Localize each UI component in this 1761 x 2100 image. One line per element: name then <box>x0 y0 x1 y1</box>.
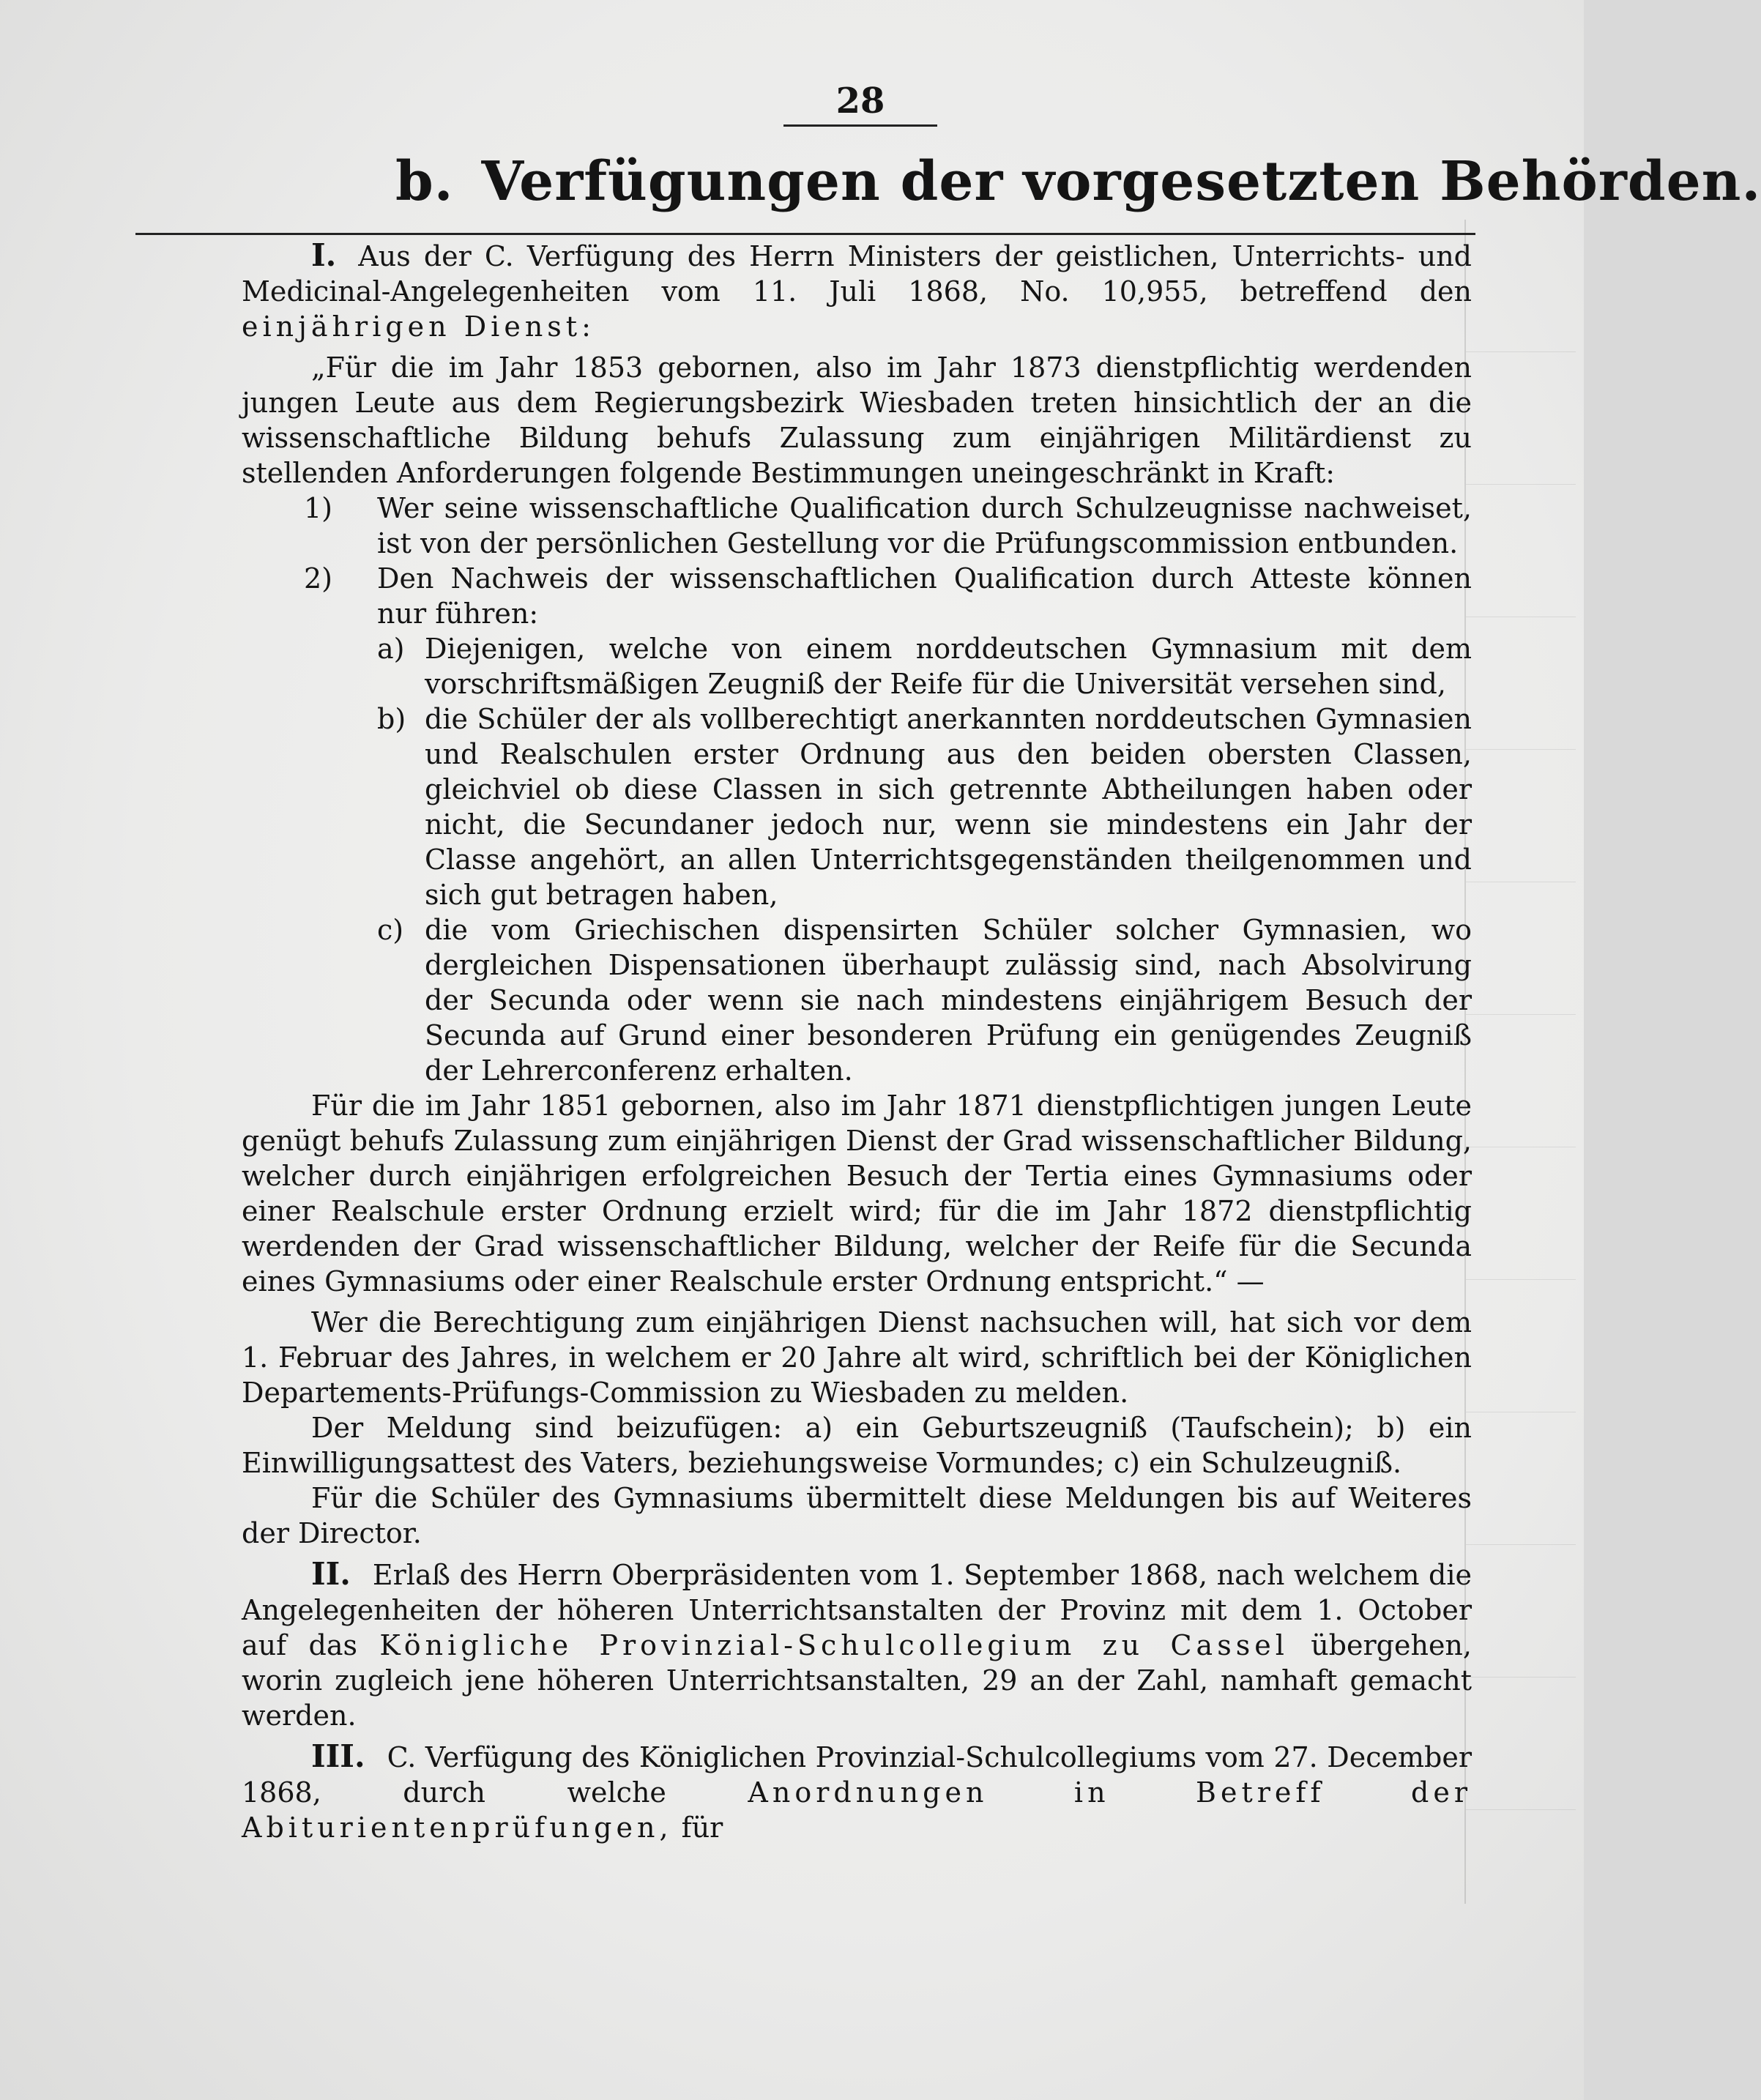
section-letter: b. <box>395 150 454 213</box>
sub-item-a <box>242 631 1472 701</box>
paragraph-berechtigung: Wer die Berechtigung zum einjährigen Dienst nachsuchen will, hat sich vor dem 1. Februar des Jahres, in welchem er 20 Jahre alt wird, schriftlich bei der Königlichen Departements-Prüfungs-Commission zu Wiesbaden zu melden. <box>242 1306 1472 1409</box>
page-number: 28 <box>835 81 885 122</box>
section-II-spaced: Königliche Provinzial-Schulcollegium zu Cassel <box>379 1629 1289 1661</box>
section-title-text: Verfügungen der vorgesetzten Behörden. <box>481 150 1761 213</box>
list-item-1-mark: 1) <box>304 492 333 524</box>
list-item-2 <box>242 561 1472 631</box>
list-item-1 <box>242 491 1472 561</box>
sub-item-c-mark: c) <box>377 914 404 946</box>
paragraph-meldung: Der Meldung sind beizufügen: a) ein Geburtszeugniß (Taufschein); b) ein Einwilligungsattest des Vaters, beziehungsweise Vormundes; c) ein Schulzeugniß. <box>242 1412 1472 1479</box>
section-III-spaced: Anordnungen in Betreff der Abiturientenprüfungen, <box>242 1776 1472 1844</box>
section-III-numeral: III. <box>311 1738 365 1774</box>
sub-item-b <box>242 701 1472 912</box>
section-III <box>242 1739 1472 1845</box>
section-I-numeral: I. <box>311 237 337 273</box>
document-body <box>242 238 1472 1845</box>
section-I-intro-text: Aus der C. Verfügung des Herrn Ministers der geistlichen, Unterrichts- und Medicinal-Angelegenheiten vom 11. Juli 1868, No. 10,955, betreffend den <box>242 240 1472 308</box>
section-II <box>242 1557 1472 1733</box>
section-II-text-b: übergehen, worin zugleich jene höheren Unterrichtsanstalten, 29 an der Zahl, namhaft gemacht werden. <box>242 1629 1472 1732</box>
header-rule <box>135 233 1475 235</box>
section-III-text-b: für <box>681 1812 723 1844</box>
section-III-text-a: C. Verfügung des Königlichen Provinzial-Schulcollegiums vom 27. December 1868, durch welche <box>242 1741 1472 1809</box>
bleed-through-table <box>1464 220 1576 1904</box>
paragraph-1851: Für die im Jahr 1851 gebornen, also im Jahr 1871 dienstpflichtigen jungen Leute genügt behufs Zulassung zum einjährigen Dienst der Grad wissenschaftlicher Bildung, welcher durch einjährigen erfolgreichen Besuch der Tertia eines Gymnasiums oder einer Realschule erster Ordnung erzielt wird; für die im Jahr 1872 dienstpflichtig werdenden der Grad wissenschaftlicher Bildung, welcher der Reife für die Secunda eines Gymnasiums oder einer Realschule erster Ordnung entspricht.“ — <box>242 1090 1472 1297</box>
section-I-intro-spaced: einjährigen Dienst: <box>242 310 595 343</box>
section-heading <box>395 150 1761 213</box>
sub-item-c-text: die vom Griechischen dispensirten Schüler solcher Gymnasien, wo dergleichen Dispensationen überhaupt zulässig sind, nach Absolvirung der Secunda oder wenn sie nach mindestens einjährigem Besuch der Secunda auf Grund einer besonderen Prüfung ein genügendes Zeugniß der Lehrerconferenz erhalten. <box>425 914 1472 1087</box>
section-I-intro <box>242 238 1472 344</box>
section-II-text-a: Erlaß des Herrn Oberpräsidenten vom 1. September 1868, nach welchem die Angelegenheiten der höheren Unterrichtsanstalten der Provinz mit dem 1. October auf das <box>242 1559 1472 1661</box>
list-item-1-text: Wer seine wissenschaftliche Qualification durch Schulzeugnisse nachweiset, ist von der persönlichen Gestellung vor die Prüfungscommission entbunden. <box>377 492 1472 559</box>
list-item-2-text: Den Nachweis der wissenschaftlichen Qualification durch Atteste können nur führen: <box>377 562 1472 630</box>
quote-paragraph: „Für die im Jahr 1853 gebornen, also im Jahr 1873 dienstpflichtig werdenden jungen Leute aus dem Regierungsbezirk Wiesbaden treten hinsichtlich der an die wissenschaftliche Bildung behufs Zulassung zum einjährigen Militärdienst zu stellenden Anforderungen folgende Bestimmungen uneingeschränkt in Kraft: <box>242 351 1472 489</box>
sub-item-b-mark: b) <box>377 703 406 735</box>
sub-item-c <box>242 912 1472 1088</box>
sub-item-a-text: Diejenigen, welche von einem norddeutschen Gymnasium mit dem vorschriftsmäßigen Zeugniß der Reife für die Universität versehen sind, <box>425 633 1472 700</box>
list-item-2-mark: 2) <box>304 562 333 595</box>
sub-item-b-text: die Schüler der als vollberechtigt anerkannten norddeutschen Gymnasien und Realschulen erster Ordnung aus den beiden obersten Classen, gleichviel ob diese Classen in sich getrennte Abtheilungen haben oder nicht, die Secundaner jedoch nur, wenn sie mindestens ein Jahr der Classe angehört, an allen Unterrichtsgegenständen theilgenommen und sich gut betragen haben, <box>425 703 1472 911</box>
sub-item-a-mark: a) <box>377 633 405 665</box>
section-II-numeral: II. <box>311 1556 351 1592</box>
paragraph-schueler: Für die Schüler des Gymnasiums übermittelt diese Meldungen bis auf Weiteres der Director. <box>242 1482 1472 1549</box>
page-number-rule <box>783 124 937 127</box>
